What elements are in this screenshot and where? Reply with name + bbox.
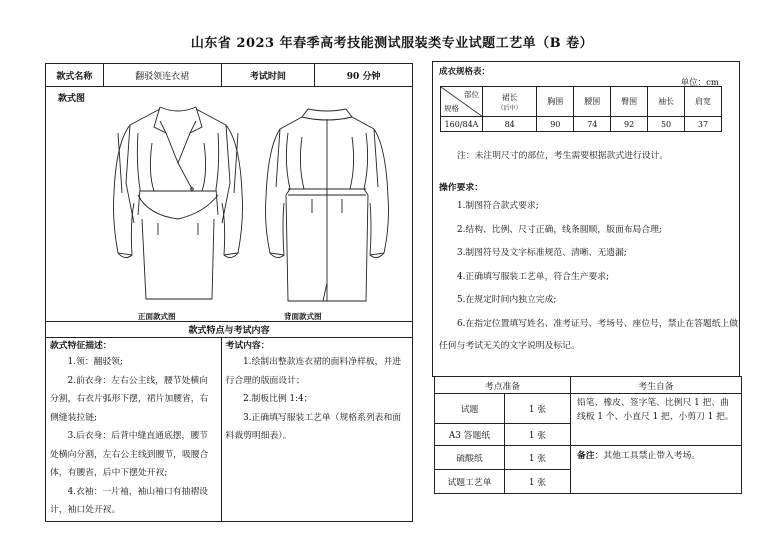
front-sketch-caption: 正面款式图 bbox=[138, 312, 176, 321]
operation-item: 5.在规定时间内独立完成; bbox=[457, 295, 557, 305]
spec-value: 37 bbox=[685, 117, 722, 132]
page-title: 山东省 2023 年春季高考技能测试服装类专业试题工艺单（B 卷） bbox=[190, 36, 594, 51]
spec-col-header: 胸围 bbox=[537, 87, 574, 117]
spec-value: 92 bbox=[611, 117, 648, 132]
sketch-label: 款式图 bbox=[58, 94, 86, 104]
exam-time-value: 90 分钟 bbox=[315, 64, 413, 87]
style-name-value: 翻驳领连衣裙 bbox=[103, 64, 221, 87]
operations-heading: 操作要求： bbox=[439, 183, 483, 193]
content-line: 3.正确填写服装工艺单（规格系列表和面料裁剪明细表）。 bbox=[225, 412, 402, 441]
content-line: 1.绘制出整款连衣裙的面料净样板，并进行合理的版面设计； bbox=[225, 357, 402, 386]
feature-line: 1.领：翻驳领; bbox=[67, 357, 123, 367]
prep-qty: 1 张 bbox=[505, 446, 571, 470]
section-title: 款式特点与考试内容 bbox=[46, 322, 413, 338]
content-line: 2.制板比例 1:4； bbox=[243, 394, 313, 404]
spec-col-header: 袖长 bbox=[648, 87, 685, 117]
spec-value: 90 bbox=[537, 117, 574, 132]
spec-value: 84 bbox=[483, 117, 537, 132]
prep-qty: 1 张 bbox=[505, 424, 571, 446]
prep-qty: 1 张 bbox=[505, 394, 571, 424]
spec-corner-cell bbox=[441, 87, 483, 117]
spec-col-header: 腰围 bbox=[574, 87, 611, 117]
spec-col-header: 臀围 bbox=[611, 87, 648, 117]
spec-value: 50 bbox=[648, 117, 685, 132]
content-heading: 考试内容： bbox=[225, 341, 270, 351]
content-cell bbox=[221, 338, 412, 522]
prep-item: 试题 bbox=[435, 394, 505, 424]
spec-note: 注：未注明尺寸的部位，考生需要根据款式进行设计。 bbox=[457, 151, 669, 161]
spec-row-label: 160/84A bbox=[441, 117, 483, 132]
exam-time-label: 考试时间 bbox=[221, 64, 315, 87]
self-prep-text: 铅笔、橡皮、签字笔、比例尺 1 把、曲线板 1 个、小直尺 1 把、小剪刀 1 把。 bbox=[571, 394, 742, 446]
spec-value: 74 bbox=[574, 117, 611, 132]
front-dress-sketch bbox=[108, 103, 248, 311]
features-cell bbox=[46, 338, 222, 522]
prep-qty: 1 张 bbox=[505, 470, 571, 494]
operation-item: 2.结构、比例、尺寸正确，线条圆顺，版面布局合理; bbox=[457, 224, 662, 235]
operation-item: 3.制图符号及文字标准规范、清晰、无遗漏; bbox=[457, 248, 627, 258]
features-heading: 款式特征描述： bbox=[50, 341, 112, 351]
remark-cell bbox=[571, 446, 742, 494]
operation-item: 4.正确填写服装工艺单，符合生产要求; bbox=[457, 271, 610, 282]
spec-col-header: 肩宽 bbox=[685, 87, 722, 117]
spec-col-header: 裙长 （后中） bbox=[483, 87, 537, 117]
spec-corner-top: 部位 bbox=[464, 90, 479, 99]
right-panel bbox=[432, 61, 740, 377]
sketch-area bbox=[46, 87, 413, 322]
spec-heading: 成衣规格表： bbox=[439, 67, 491, 77]
operations-list bbox=[439, 195, 739, 357]
prep-item: 硫酸纸 bbox=[435, 446, 505, 470]
feature-line: 4.衣袖：一片袖，袖山袖口有抽褶设计，袖口处开衩。 bbox=[50, 486, 208, 515]
prep-table bbox=[434, 376, 742, 494]
spec-corner-bottom: 规格 bbox=[444, 104, 459, 113]
feature-line: 3.后衣身：后背中缝直通底摆，腰节处横向分割，左右公主线到腰节，吸腰合体，有腰省，后中下摆处开衩; bbox=[50, 431, 209, 478]
back-sketch-caption: 背面款式图 bbox=[284, 312, 322, 321]
remark-label: 备注 bbox=[577, 451, 595, 461]
spec-unit: 单位：cm bbox=[680, 78, 719, 88]
style-name-label: 款式名称 bbox=[46, 64, 104, 87]
left-panel bbox=[45, 63, 413, 522]
operation-item: 6.在指定位置填写姓名、准考证号、考场号、座位号，禁止在答题纸上做任何与考试无关的文字说明及标记。 bbox=[439, 318, 739, 351]
operation-item: 1.制图符合款式要求; bbox=[457, 201, 539, 211]
spec-table bbox=[440, 86, 722, 132]
back-dress-sketch bbox=[262, 107, 392, 311]
prep-col2-header: 考生自备 bbox=[571, 377, 742, 394]
prep-col1-header: 考点准备 bbox=[435, 377, 571, 394]
remark-text: ：其他工具禁止带入考场。 bbox=[594, 451, 701, 461]
prep-item: 试题工艺单 bbox=[435, 470, 505, 494]
prep-item: A3 答题纸 bbox=[435, 424, 505, 446]
feature-line: 2.前衣身：左右公主线，腰节处横向分割，右衣片弧形下摆，裙片加腰省，右侧缝装拉链; bbox=[50, 375, 209, 423]
